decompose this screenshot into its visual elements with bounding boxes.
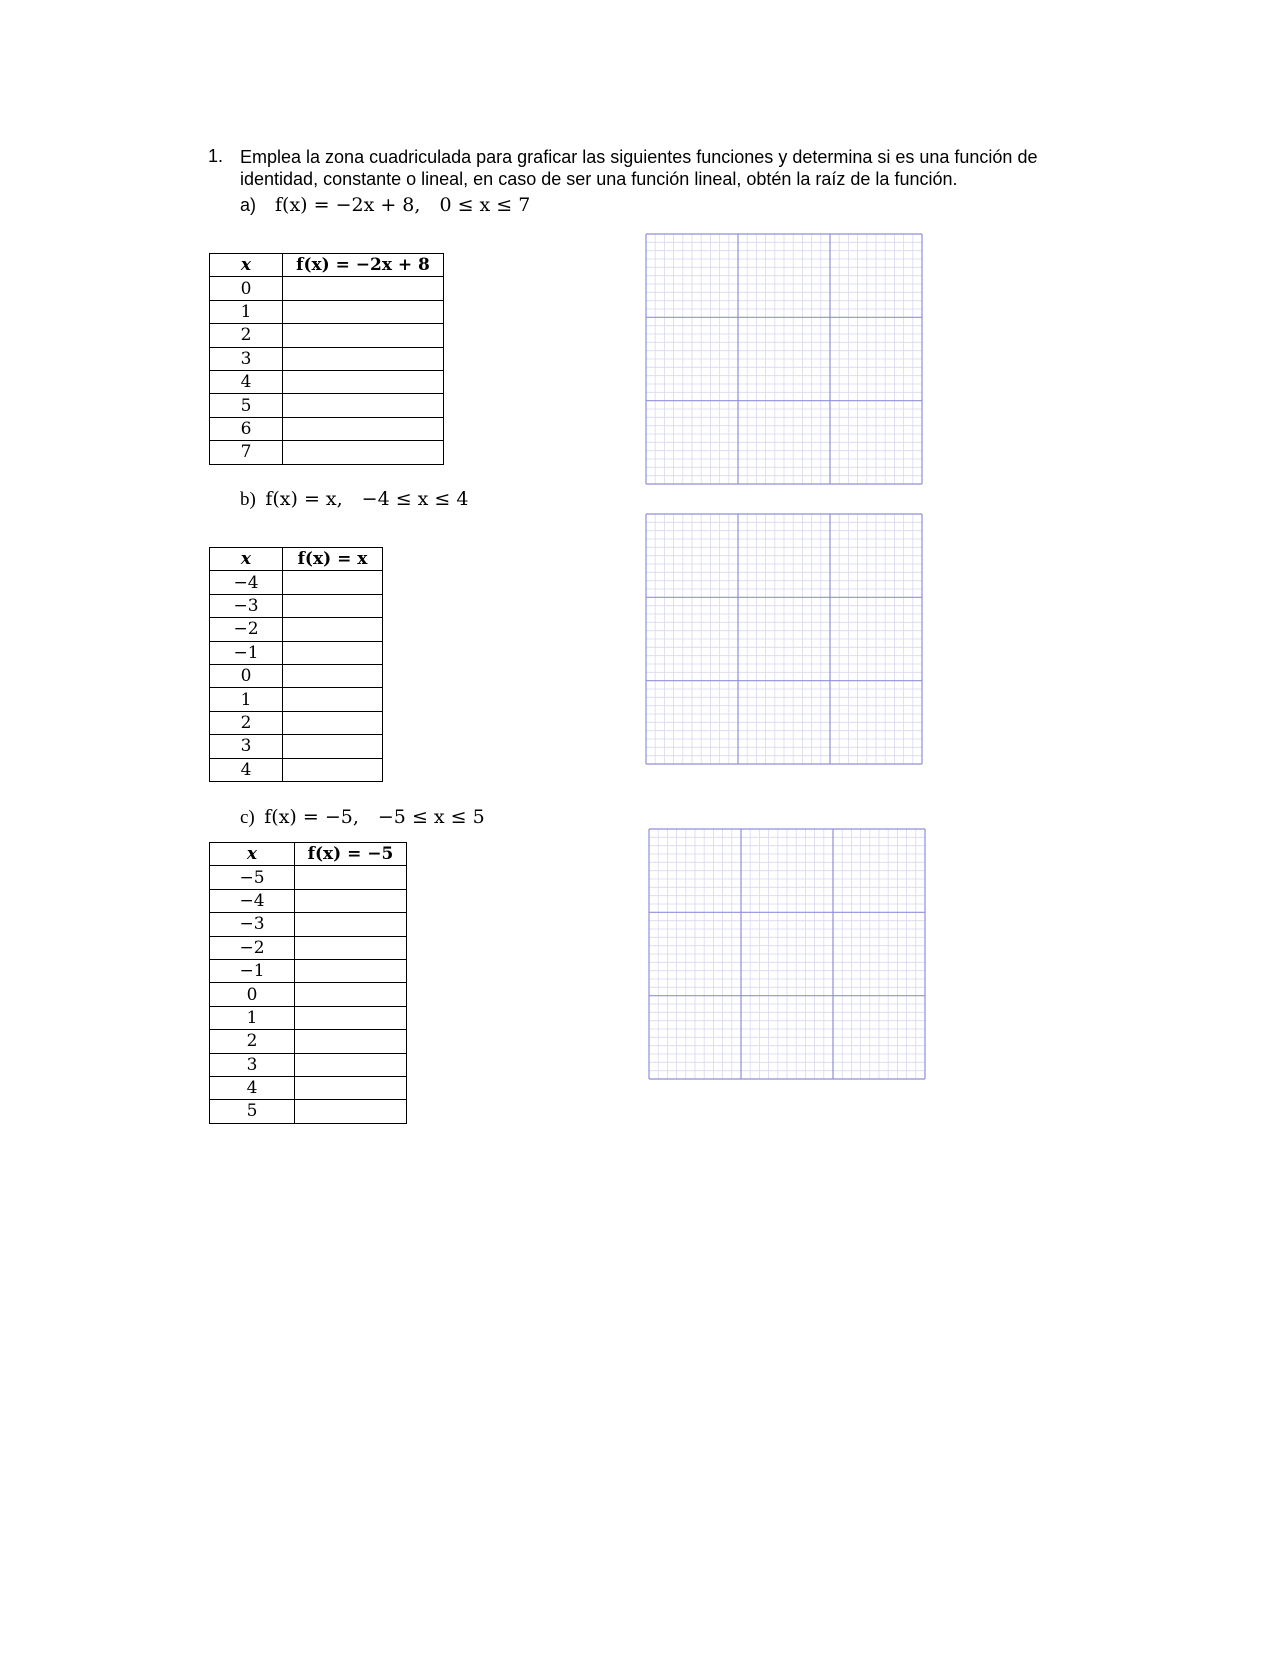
fx-answer-cell[interactable] <box>283 594 383 617</box>
fx-answer-cell[interactable] <box>295 1100 407 1123</box>
fx-column-header: f(x) = x <box>283 548 383 571</box>
fx-answer-cell[interactable] <box>295 1030 407 1053</box>
table-row <box>210 889 407 912</box>
x-value-cell: 2 <box>210 711 283 734</box>
table-row <box>210 370 444 393</box>
x-value-cell: −2 <box>210 936 295 959</box>
fx-answer-cell[interactable] <box>283 417 444 440</box>
x-column-header: x <box>210 843 295 866</box>
table-row <box>210 983 407 1006</box>
table-row <box>210 711 383 734</box>
x-value-cell: −3 <box>210 913 295 936</box>
x-value-cell: 2 <box>210 324 283 347</box>
table-row <box>210 1006 407 1029</box>
fx-answer-cell[interactable] <box>283 441 444 464</box>
x-value-cell: 7 <box>210 441 283 464</box>
x-value-cell: −1 <box>210 641 283 664</box>
x-value-cell: 4 <box>210 370 283 393</box>
table-row <box>210 758 383 781</box>
fx-answer-cell[interactable] <box>283 300 444 323</box>
fx-answer-cell[interactable] <box>283 394 444 417</box>
table-row <box>210 347 444 370</box>
graph-grid-c[interactable] <box>648 828 926 1080</box>
table-row <box>210 735 383 758</box>
x-value-cell: 3 <box>210 1053 295 1076</box>
fx-answer-cell[interactable] <box>295 866 407 889</box>
table-row <box>210 664 383 687</box>
table-row <box>210 324 444 347</box>
x-value-cell: −2 <box>210 618 283 641</box>
x-value-cell: 6 <box>210 417 283 440</box>
table-row <box>210 394 444 417</box>
table-row <box>210 688 383 711</box>
x-value-cell: 0 <box>210 983 295 1006</box>
table-row <box>210 1030 407 1053</box>
x-column-header: x <box>210 254 283 277</box>
fx-answer-cell[interactable] <box>283 324 444 347</box>
fx-answer-cell[interactable] <box>295 1076 407 1099</box>
table-row <box>210 594 383 617</box>
values-table-a <box>209 253 444 465</box>
table-row <box>210 1100 407 1123</box>
table-row <box>210 866 407 889</box>
x-column-header: x <box>210 548 283 571</box>
fx-answer-cell[interactable] <box>295 889 407 912</box>
x-value-cell: −3 <box>210 594 283 617</box>
table-header-row <box>210 843 407 866</box>
table-header-row <box>210 254 444 277</box>
fx-answer-cell[interactable] <box>295 936 407 959</box>
fx-column-header: f(x) = −2x + 8 <box>283 254 444 277</box>
table-row <box>210 618 383 641</box>
fx-answer-cell[interactable] <box>283 735 383 758</box>
fx-answer-cell[interactable] <box>283 688 383 711</box>
x-value-cell: 1 <box>210 1006 295 1029</box>
values-table-c <box>209 842 407 1124</box>
fx-answer-cell[interactable] <box>283 347 444 370</box>
table-row <box>210 1076 407 1099</box>
x-value-cell: 1 <box>210 300 283 323</box>
fx-answer-cell[interactable] <box>283 277 444 300</box>
question-text: Emplea la zona cuadriculada para graficar las siguientes funciones y determina si es una función de identidad, constante o lineal, en caso de ser una función lineal, obtén la raíz de la función. <box>240 147 1038 189</box>
fx-answer-cell[interactable] <box>283 711 383 734</box>
part-b-domain: −4 ≤ x ≤ 4 <box>361 488 469 510</box>
part-c-domain: −5 ≤ x ≤ 5 <box>377 806 485 828</box>
x-value-cell: 1 <box>210 688 283 711</box>
x-value-cell: −1 <box>210 959 295 982</box>
fx-answer-cell[interactable] <box>295 1053 407 1076</box>
x-value-cell: 4 <box>210 758 283 781</box>
table-row <box>210 571 383 594</box>
part-c-label <box>240 806 485 829</box>
x-value-cell: 3 <box>210 347 283 370</box>
table-row <box>210 277 444 300</box>
part-a-function: f(x) = −2x + 8, <box>275 194 421 216</box>
table-header-row <box>210 548 383 571</box>
table-row <box>210 1053 407 1076</box>
fx-answer-cell[interactable] <box>295 1006 407 1029</box>
fx-answer-cell[interactable] <box>295 913 407 936</box>
fx-answer-cell[interactable] <box>295 959 407 982</box>
table-row <box>210 441 444 464</box>
table-row <box>210 300 444 323</box>
graph-grid-b[interactable] <box>645 513 923 765</box>
table-row <box>210 417 444 440</box>
part-c-function: f(x) = −5, <box>264 806 359 828</box>
part-a-domain: 0 ≤ x ≤ 7 <box>439 194 531 216</box>
x-value-cell: 0 <box>210 277 283 300</box>
x-value-cell: 2 <box>210 1030 295 1053</box>
x-value-cell: −4 <box>210 889 295 912</box>
values-table-b <box>209 547 383 782</box>
fx-answer-cell[interactable] <box>283 618 383 641</box>
part-a-letter: a) <box>240 195 257 215</box>
graph-grid-a[interactable] <box>645 233 923 485</box>
part-b-label <box>240 488 468 511</box>
x-value-cell: −5 <box>210 866 295 889</box>
x-value-cell: 5 <box>210 394 283 417</box>
fx-answer-cell[interactable] <box>295 983 407 1006</box>
part-b-function: f(x) = x, <box>265 488 343 510</box>
x-value-cell: 3 <box>210 735 283 758</box>
fx-answer-cell[interactable] <box>283 370 444 393</box>
question-number: 1. <box>208 146 224 166</box>
part-b-letter: b) <box>240 489 256 510</box>
table-row <box>210 936 407 959</box>
table-row <box>210 913 407 936</box>
fx-answer-cell[interactable] <box>283 571 383 594</box>
table-row <box>210 959 407 982</box>
x-value-cell: 5 <box>210 1100 295 1123</box>
fx-answer-cell[interactable] <box>283 664 383 687</box>
table-row <box>210 641 383 664</box>
fx-answer-cell[interactable] <box>283 758 383 781</box>
x-value-cell: −4 <box>210 571 283 594</box>
fx-answer-cell[interactable] <box>283 641 383 664</box>
part-c-letter: c) <box>240 807 255 828</box>
part-a-label <box>240 194 530 217</box>
x-value-cell: 0 <box>210 664 283 687</box>
fx-column-header: f(x) = −5 <box>295 843 407 866</box>
x-value-cell: 4 <box>210 1076 295 1099</box>
